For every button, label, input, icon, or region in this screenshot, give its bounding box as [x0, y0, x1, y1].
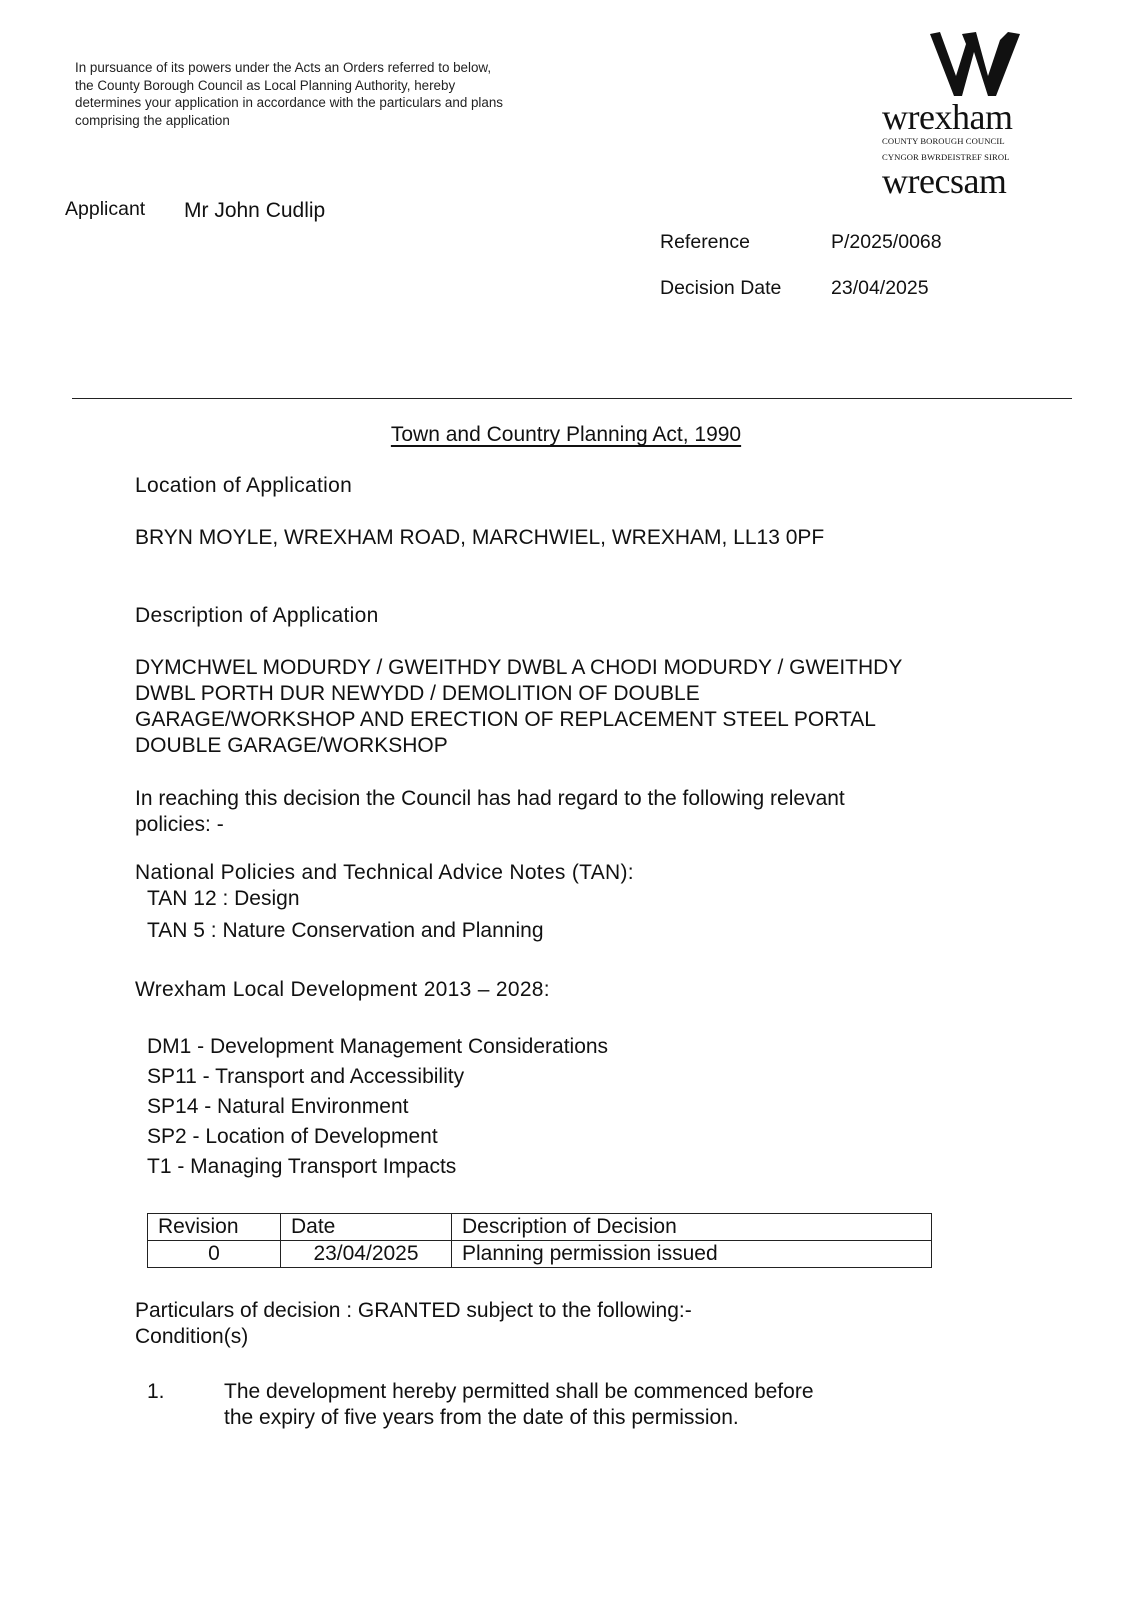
- regard-text: [135, 786, 845, 838]
- policy-item: DM1 - Development Management Considerations: [147, 1035, 609, 1058]
- reference-value: P/2025/0068: [831, 231, 942, 253]
- policy-item: T1 - Managing Transport Impacts: [147, 1155, 457, 1178]
- table-header-cell: Revision: [148, 1214, 281, 1241]
- applicant-label: Applicant: [65, 198, 146, 220]
- national-policies-heading: National Policies and Technical Advice Notes (TAN):: [135, 861, 634, 884]
- condition-text: [224, 1379, 814, 1431]
- decision-date-label: Decision Date: [660, 277, 782, 299]
- logo-wrexham: wrexham: [882, 97, 1013, 137]
- policy-item: SP2 - Location of Development: [147, 1125, 438, 1148]
- condition-line-2: the expiry of five years from the date of this permission.: [224, 1406, 739, 1429]
- reference-label: Reference: [660, 231, 750, 253]
- logo-cyngor-bwrdeistref-sirol: CYNGOR BWRDEISTREF SIROL: [882, 152, 1010, 162]
- description-line: DWBL PORTH DUR NEWYDD / DEMOLITION OF DOUBLE: [135, 682, 700, 705]
- description-heading: Description of Application: [135, 604, 379, 627]
- table-cell-description: Planning permission issued: [452, 1241, 932, 1268]
- local-policies-list: [147, 1032, 608, 1182]
- wrexham-w-logo-icon: [930, 30, 1020, 98]
- horizontal-divider: [72, 398, 1072, 399]
- preamble-text: In pursuance of its powers under the Acts an Orders referred to below, the County Borough Council as Local Planning Authority, hereby determines your application in accordance with the particulars and plans comprising the application: [75, 60, 503, 128]
- regard-line-2: policies: -: [135, 813, 224, 836]
- council-logo: [882, 30, 1032, 200]
- table-row: [148, 1241, 932, 1268]
- description-line: DOUBLE GARAGE/WORKSHOP: [135, 734, 448, 757]
- location-value: BRYN MOYLE, WREXHAM ROAD, MARCHWIEL, WREXHAM, LL13 0PF: [135, 526, 825, 549]
- condition-line-1: The development hereby permitted shall be commenced before: [224, 1380, 814, 1403]
- condition-number: 1.: [147, 1380, 165, 1403]
- particulars-text: [135, 1298, 692, 1350]
- table-header-row: [148, 1214, 932, 1241]
- particulars-line-2: Condition(s): [135, 1325, 249, 1348]
- revision-table: [147, 1213, 932, 1268]
- policy-item: SP11 - Transport and Accessibility: [147, 1065, 465, 1088]
- description-line: GARAGE/WORKSHOP AND ERECTION OF REPLACEMENT STEEL PORTAL: [135, 708, 876, 731]
- table-cell-date: 23/04/2025: [281, 1241, 452, 1268]
- particulars-line-1: Particulars of decision : GRANTED subject to the following:-: [135, 1299, 692, 1322]
- location-heading: Location of Application: [135, 474, 353, 497]
- local-development-heading: Wrexham Local Development 2013 – 2028:: [135, 978, 550, 1001]
- applicant-name: Mr John Cudlip: [184, 199, 326, 222]
- policy-item: TAN 5 : Nature Conservation and Planning: [147, 919, 544, 942]
- policy-item: TAN 12 : Design: [147, 887, 300, 910]
- act-title-text: Town and Country Planning Act, 1990: [390, 423, 742, 446]
- decision-date-value: 23/04/2025: [831, 277, 929, 299]
- description-line: DYMCHWEL MODURDY / GWEITHDY DWBL A CHODI MODURDY / GWEITHDY: [135, 656, 903, 679]
- description-text: [135, 655, 902, 759]
- national-policies-list: [147, 884, 544, 948]
- table-cell-revision: 0: [148, 1241, 281, 1268]
- table-header-cell: Description of Decision: [452, 1214, 932, 1241]
- table-header-cell: Date: [281, 1214, 452, 1241]
- regard-line-1: In reaching this decision the Council has had regard to the following relevant: [135, 787, 845, 810]
- act-title: [0, 423, 1132, 447]
- logo-county-borough-council: COUNTY BOROUGH COUNCIL: [882, 136, 1005, 146]
- policy-item: SP14 - Natural Environment: [147, 1095, 409, 1118]
- logo-wrecsam: wrecsam: [882, 161, 1007, 201]
